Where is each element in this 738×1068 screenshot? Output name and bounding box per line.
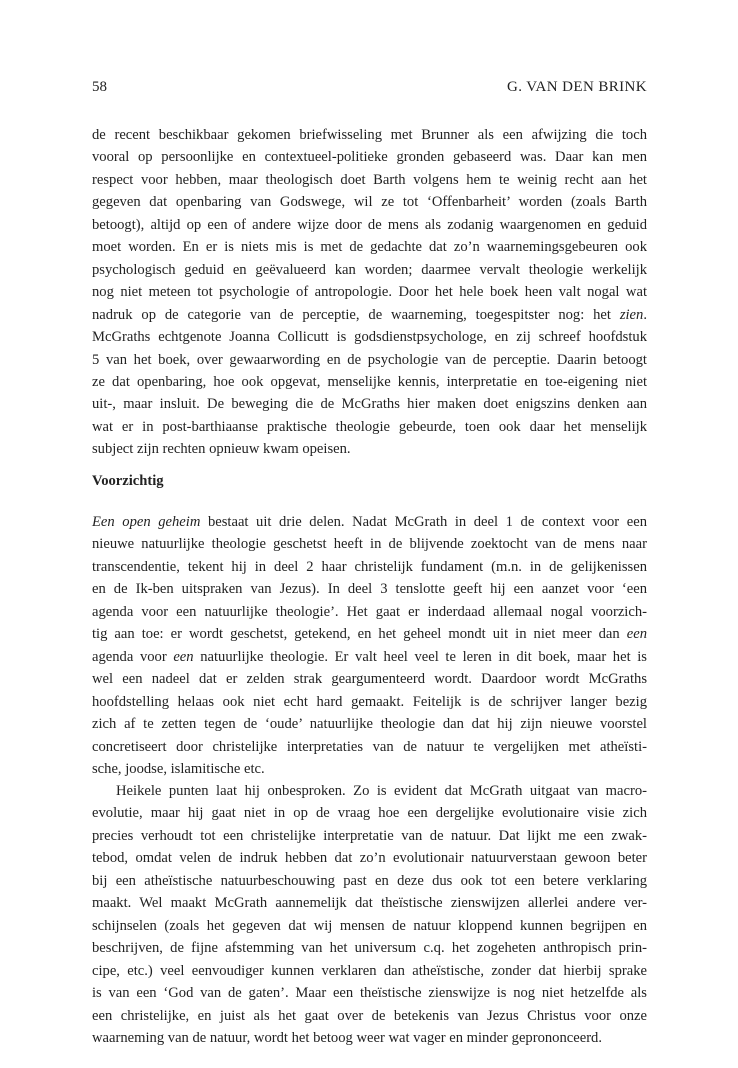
text-line (92, 371, 647, 393)
text-run: maakt. Wel maakt McGrath aannemelijk dat theïstische zienswijzen allerlei andere ver- (92, 895, 647, 912)
section-heading: Voorzichtig (92, 473, 164, 489)
text-line (92, 556, 647, 578)
text-line (92, 713, 647, 735)
text-line (92, 214, 647, 236)
text-run: waarneming van de natuur, wordt het betoog weer wat vager en minder geprononceerd. (92, 1029, 602, 1046)
text-run: evolutie, maar hij gaat niet in op de vraag hoe een dergelijke evolutionaire visie zich (92, 805, 647, 822)
text-run: bij een atheïstische natuurbeschouwing past en deze dus ook tot een betere verklaring (92, 872, 647, 889)
text-line (92, 191, 647, 213)
text-run: wat er in post-barthiaanse praktische theologie gebeurde, toen ook daar het menselijk (92, 418, 647, 435)
text-run: tebod, omdat velen de indruk hebben dat zo’n evolutionair natuurverstaan gewoon beter (92, 850, 647, 867)
text-run: subject zijn rechten opnieuw kwam opeisen. (92, 441, 351, 458)
text-run: nadruk op de categorie van de perceptie, de waarneming, toegespitster nog: het (92, 306, 620, 323)
text-run: gegeven dat openbaring van Godswege, wil ze tot ‘Offenbarheit’ worden (zoals Barth (92, 194, 647, 211)
text-run: tig aan toe: er wordt geschetst, getekend, en het geheel mondt uit in niet meer dan (92, 626, 627, 643)
italic-text: een (173, 648, 194, 665)
text-line (92, 691, 647, 713)
text-run: sche, joodse, islamitische etc. (92, 760, 265, 777)
text-line (92, 281, 647, 303)
text-line (92, 578, 647, 600)
paragraph-2 (92, 511, 647, 780)
text-run: is van een ‘God van de gaten’. Maar een theïstische zienswijze is nog niet hetzelfde als (92, 985, 647, 1002)
text-run: nieuwe natuurlijke theologie geschetst heeft in de blijvende zoektocht van de mens naar (92, 536, 647, 553)
text-run: hoofdstelling helaas ook niet echt hard gemaakt. Feitelijk is de schrijver langer bezig (92, 693, 647, 710)
text-line (92, 326, 647, 348)
text-line (92, 1027, 647, 1049)
text-line (92, 393, 647, 415)
text-run: McGraths echtgenote Joanna Collicutt is godsdienstpsychologe, en zij schreef hoofdstuk (92, 329, 647, 346)
text-run: agenda voor een natuurlijke theologie’. Het gaat er inderdaad allemaal nogal voorzich- (92, 603, 647, 620)
text-line (92, 304, 647, 326)
text-line (92, 937, 647, 959)
text-line (92, 349, 647, 371)
text-line (92, 601, 647, 623)
page-number: 58 (92, 79, 107, 95)
italic-text: een (626, 626, 647, 643)
text-run: cipe, etc.) veel eenvoudiger kunnen verklaren dan atheïstische, zonder dat hierbij sprake (92, 962, 647, 979)
text-run: . (643, 306, 647, 323)
text-line (92, 915, 647, 937)
text-line (92, 668, 647, 690)
text-run: schijnselen (zoals het gegeven dat wij mensen de natuur kloppend kunnen begrijpen en (92, 917, 647, 934)
text-run: moet worden. En er is niets mis is met de gedachte dat zo’n waarnemingsgebeuren ook (92, 239, 647, 256)
text-line (92, 124, 647, 146)
text-line (92, 736, 647, 758)
text-line (92, 646, 647, 668)
text-run: nog niet meteen tot psychologie of antropologie. Door het hele boek heen valt nogal wat (92, 284, 647, 301)
text-line (92, 892, 647, 914)
page-header (92, 79, 647, 99)
text-run: betoogt), altijd op een of andere wijze door de mens als zodanig waargenomen en geduid (92, 216, 647, 233)
text-run: respect voor hebben, maar theologisch doet Barth volgens hem te weinig recht aan het (92, 171, 647, 188)
text-run: natuurlijke theologie. Er valt heel veel te leren in dit boek, maar het is (193, 648, 647, 665)
text-run: uit-, maar insluit. De beweging die de McGraths hier maken doet enigszins denken aan (92, 396, 647, 413)
text-line (92, 511, 647, 533)
text-line (92, 780, 647, 802)
text-run: zich af te zetten tegen de ‘oude’ natuurlijke theologie dan dat hij zijn nieuwe voorstel (92, 716, 647, 733)
text-line (92, 623, 647, 645)
paragraph-3 (92, 780, 647, 1049)
text-run: wel een nadeel dat er zelden strak geargumenteerd wordt. Daardoor wordt McGraths (92, 671, 647, 688)
text-run: 5 van het boek, over gewaarwording en de psychologie van de perceptie. Daarin betoogt (92, 351, 647, 368)
text-line (92, 870, 647, 892)
text-run: psychologisch geduid en geëvalueerd kan worden; daarmee vervalt theologie werkelijk (92, 261, 647, 278)
text-run: een christelijke, en juist als het gaat over de betekenis van Jezus Christus voor onze (92, 1007, 647, 1024)
text-line (92, 960, 647, 982)
text-line (92, 758, 647, 780)
running-head: G. VAN DEN BRINK (506, 79, 647, 95)
text-run: precies verhoudt tot een christelijke interpretatie van de natuur. Dat lijkt me een zwak- (92, 827, 647, 844)
text-line (92, 825, 647, 847)
text-run: beschrijven, de fijne afstemming van het universum c.q. het zogeheten anthropisch prin- (92, 940, 647, 957)
text-line (92, 236, 647, 258)
text-line (92, 802, 647, 824)
text-run: de recent beschikbaar gekomen briefwisseling met Brunner als een afwijzing die toch (92, 127, 647, 143)
text-line (92, 982, 647, 1004)
text-run: ze dat openbaring, hoe ook opgevat, menselijke kennis, interpretatie en toe-eigening niet (92, 373, 647, 390)
italic-text: zien (619, 306, 644, 323)
italic-text: Een open geheim (92, 514, 201, 530)
text-line (92, 416, 647, 438)
text-line (92, 847, 647, 869)
text-line (92, 533, 647, 555)
text-run: Heikele punten laat hij onbesproken. Zo is evident dat McGrath uitgaat van macro- (116, 783, 647, 799)
text-line (92, 259, 647, 281)
text-run: agenda voor (92, 648, 174, 665)
text-line (92, 169, 647, 191)
paragraph-1 (92, 124, 647, 461)
text-run: transcendentie, tekent hij in deel 2 haar christelijk fundament (m.n. in de gelijkenissen (92, 558, 647, 575)
text-line (92, 1005, 647, 1027)
text-run: en de Ik-ben uitspraken van Jezus). In deel 3 tenslotte geeft hij een aanzet voor ‘een (92, 581, 647, 598)
text-line (92, 438, 647, 460)
text-run: concretiseert door christelijke interpretaties van de natuur te vergelijken met atheïsti- (92, 738, 647, 755)
text-run: vooral op persoonlijke en contextueel-politieke gronden gebaseerd was. Daar kan men (92, 149, 647, 166)
text-run: bestaat uit drie delen. Nadat McGrath in deel 1 de context voor een (200, 514, 648, 530)
text-line (92, 146, 647, 168)
